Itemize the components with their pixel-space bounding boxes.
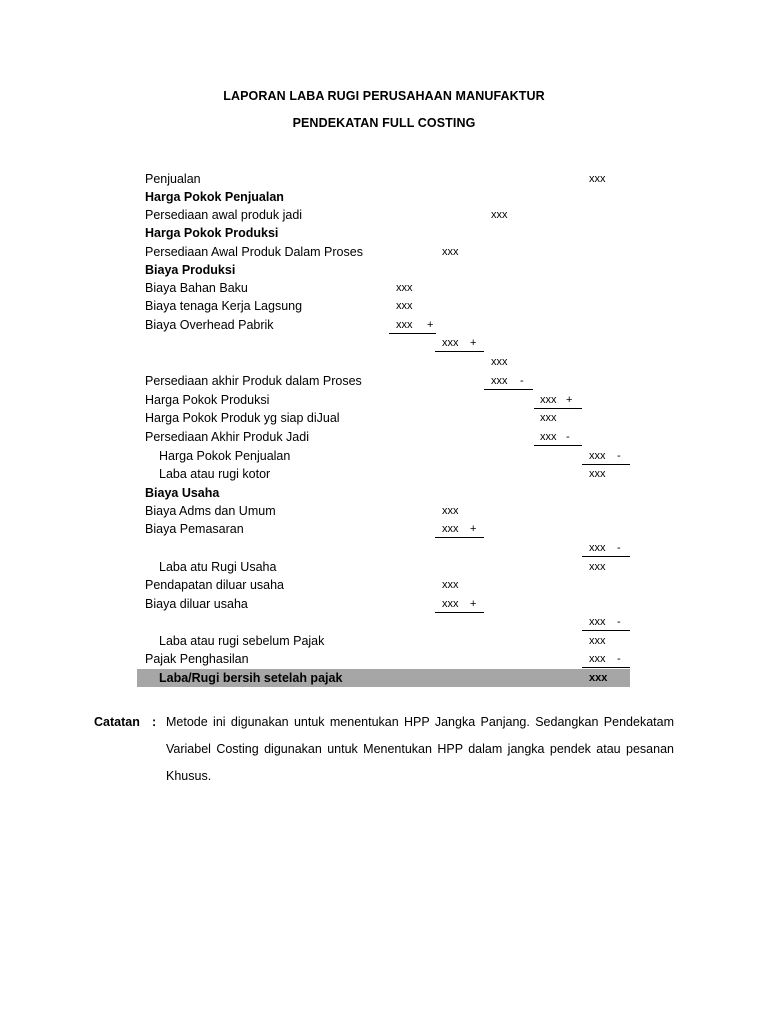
row-amount: xxx [589,616,606,628]
statement-row [0,428,768,446]
row-amount: xxx [396,282,413,294]
plus-sign: + [470,598,477,610]
sum-underline [435,537,484,538]
row-label: Laba/Rugi bersih setelah pajak [159,671,343,685]
sum-underline [582,667,630,668]
plus-sign: + [427,319,434,331]
statement-row [0,334,768,352]
statement-row [0,170,768,188]
row-amount: xxx [442,579,459,591]
statement-row [0,206,768,224]
row-label: Biaya Usaha [145,486,220,500]
row-label: Laba atau rugi kotor [159,467,271,481]
row-amount: xxx [540,412,557,424]
plus-sign: + [566,394,573,406]
plus-sign: + [470,523,477,535]
report-subtitle: PENDEKATAN FULL COSTING [292,116,476,130]
statement-row [0,632,768,650]
note-colon: : [152,715,157,729]
row-amount: xxx [491,209,508,221]
statement-row [0,188,768,206]
row-label: Biaya Bahan Baku [145,281,248,295]
statement-row [0,558,768,576]
row-label: Biaya Adms dan Umum [145,504,276,518]
statement-row [0,391,768,409]
row-amount: xxx [589,450,606,462]
row-label: Persediaan awal produk jadi [145,208,303,222]
row-amount: xxx [396,300,413,312]
sum-underline [582,556,630,557]
statement-row [0,224,768,242]
row-amount: xxx [442,505,459,517]
row-label: Pajak Penghasilan [145,652,249,666]
statement-row [0,297,768,315]
minus-sign: - [520,375,524,387]
row-label: Laba atau rugi sebelum Pajak [159,634,325,648]
row-label: Harga Pokok Produk yg siap diJual [145,411,340,425]
statement-row [0,520,768,538]
statement-row [0,316,768,334]
row-amount: xxx [491,356,508,368]
sum-underline [435,351,484,352]
note-text: Metode ini digunakan untuk menentukan HPP Jangka Panjang. Sedangkan Pendekatam Variabel Costing digunakan untuk Menentukan HPP dalam jangka pendek atau pesanan Khusus. [166,715,674,783]
statement-row [0,539,768,557]
row-label: Biaya diluar usaha [145,597,248,611]
row-label: Persediaan Akhir Produk Jadi [145,430,309,444]
row-amount: xxx [442,523,459,535]
row-amount: xxx [540,394,557,406]
statement-row [0,353,768,371]
statement-row [0,261,768,279]
row-amount: xxx [589,542,606,554]
row-amount: xxx [442,598,459,610]
row-label: Harga Pokok Penjualan [145,190,284,204]
statement-row [0,650,768,668]
minus-sign: - [617,542,621,554]
row-label: Harga Pokok Produksi [145,226,279,240]
row-amount: xxx [442,246,459,258]
statement-row [0,279,768,297]
row-label: Harga Pokok Penjualan [159,449,291,463]
sum-underline [484,389,533,390]
row-label: Biaya Produksi [145,263,236,277]
minus-sign: - [566,431,570,443]
statement-row [0,484,768,502]
row-label: Laba atu Rugi Usaha [159,560,277,574]
sum-underline [534,445,582,446]
row-amount: xxx [589,561,606,573]
statement-row [0,447,768,465]
minus-sign: - [617,653,621,665]
minus-sign: - [617,450,621,462]
row-label: Penjualan [145,172,201,186]
row-label: Harga Pokok Produksi [145,393,270,407]
row-amount: xxx [589,672,608,684]
note-label: Catatan [94,715,140,729]
row-amount: xxx [589,173,606,185]
statement-row [0,595,768,613]
row-label: Biaya Overhead Pabrik [145,318,274,332]
row-amount: xxx [589,468,606,480]
sum-underline [582,630,630,631]
report-title: LAPORAN LABA RUGI PERUSAHAAN MANUFAKTUR [223,89,545,103]
row-amount: xxx [540,431,557,443]
row-amount: xxx [589,635,606,647]
statement-row [0,243,768,261]
row-label: Pendapatan diluar usaha [145,578,285,592]
row-amount: xxx [589,653,606,665]
statement-row [0,465,768,483]
row-label: Persediaan akhir Produk dalam Proses [145,374,362,388]
statement-row [0,613,768,631]
statement-row [0,669,768,687]
plus-sign: + [470,337,477,349]
statement-row [0,502,768,520]
row-label: Persediaan Awal Produk Dalam Proses [145,245,363,259]
statement-row [0,372,768,390]
row-label: Biaya tenaga Kerja Lagsung [145,299,303,313]
statement-row [0,409,768,427]
row-amount: xxx [491,375,508,387]
row-label: Biaya Pemasaran [145,522,244,536]
row-amount: xxx [396,319,413,331]
row-amount: xxx [442,337,459,349]
minus-sign: - [617,616,621,628]
statement-row [0,576,768,594]
